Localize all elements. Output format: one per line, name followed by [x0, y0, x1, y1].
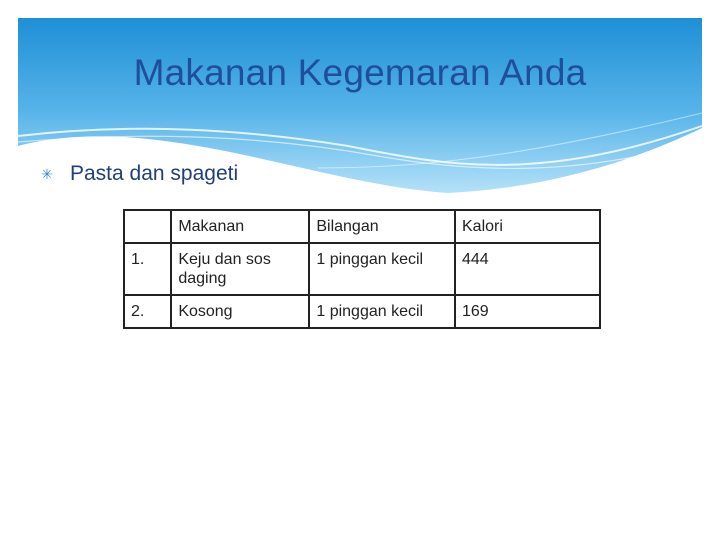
asterisk-bullet-icon: ✳ [41, 165, 53, 182]
row-food: Keju dan sos daging [171, 243, 309, 295]
bullet-item [38, 162, 238, 186]
row-calories: 169 [455, 295, 600, 328]
row-number: 1. [124, 243, 171, 295]
row-calories: 444 [455, 243, 600, 295]
row-number: 2. [124, 295, 171, 328]
header-cell-number [124, 210, 171, 243]
bullet-text: Pasta dan spageti [70, 162, 239, 185]
slide-title: Makanan Kegemaran Anda [133, 52, 587, 93]
table-row [124, 295, 600, 328]
header-cell-calories: Kalori [455, 210, 600, 243]
food-table [123, 209, 601, 329]
row-food: Kosong [171, 295, 309, 328]
row-quantity: 1 pinggan kecil [309, 295, 455, 328]
row-quantity: 1 pinggan kecil [309, 243, 455, 295]
header-cell-quantity: Bilangan [309, 210, 455, 243]
header-cell-food: Makanan [171, 210, 309, 243]
table-row [124, 243, 600, 295]
table-header-row [124, 210, 600, 243]
